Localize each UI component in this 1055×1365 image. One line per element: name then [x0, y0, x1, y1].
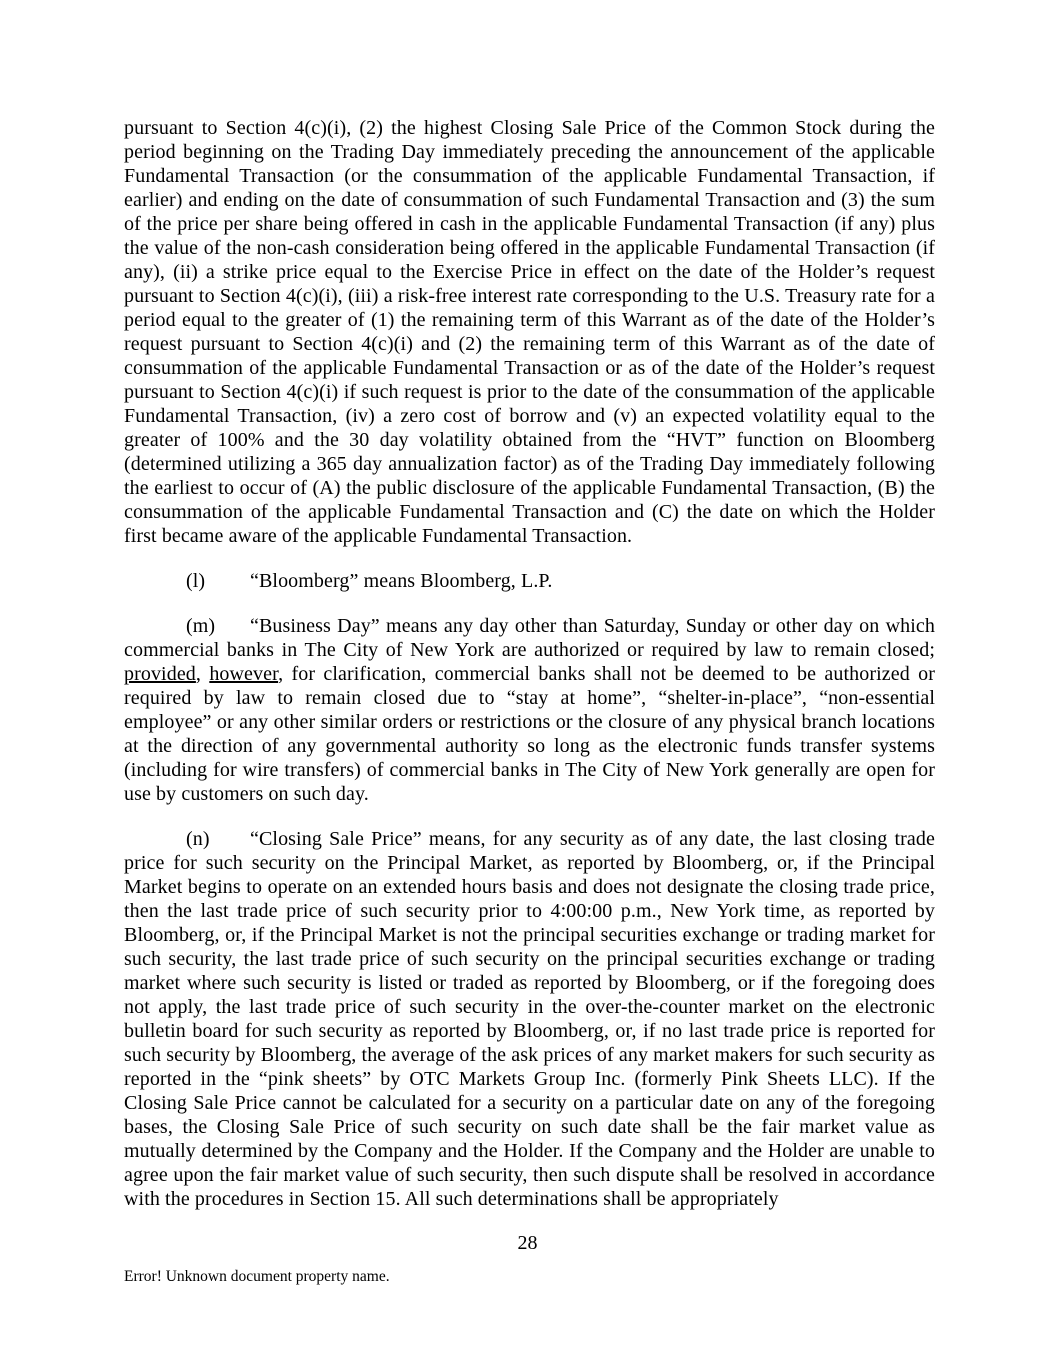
- underlined-however: however: [209, 663, 279, 685]
- underlined-provided: provided: [124, 663, 196, 685]
- definition-label-l: (l): [186, 570, 206, 592]
- page-number: 28: [517, 1232, 538, 1254]
- definition-bloomberg: [124, 569, 935, 593]
- definition-body-m-part2: , for clarification, commercial banks shall not be deemed to be authorized or required by law to remain closed due to “stay at home”, “shelter-in-place”, “non-essential employee” or any other similar orders or restrictions or the closure of any physical branch locations at the direction of any governmental authority so long as the electronic funds transfer systems (including for wire transfers) of commercial banks in The City of New York generally are open for use by customers on such day.: [124, 663, 935, 805]
- defined-term-business-day: “Business Day”: [250, 615, 380, 637]
- definition-body-m-separator: ,: [195, 663, 210, 685]
- definition-body-m-part1: means any day other than Saturday, Sunday or other day on which commercial banks in The City of New York are authorized or required by law to remain closed;: [124, 615, 935, 661]
- definition-closing-sale-price: [124, 827, 935, 1211]
- definition-label-m: (m): [186, 615, 216, 637]
- definition-body-l: means Bloomberg, L.P.: [358, 570, 553, 592]
- definition-body-n: means, for any security as of any date, the last closing trade price for such security on the Principal Market, as reported by Bloomberg, or, if the Principal Market begins to operate on an extended hours basis and does not designate the closing trade price, then the last trade price of such security prior to 4:00:00 p.m., New York time, as reported by Bloomberg, or, if the Principal Market is not the principal securities exchange or trading market for such security, the last trade price of such security on the principal securities exchange or trading market where such security is listed or traded as reported by Bloomberg, or if the foregoing does not apply, the last trade price of such security in the over-the-counter market on the electronic bulletin board for such security as reported by Bloomberg, or, if no last trade price is reported for such security by Bloomberg, the average of the ask prices of any market makers for such security as reported in the “pink sheets” by OTC Markets Group Inc. (formerly Pink Sheets LLC). If the Closing Sale Price cannot be calculated for a security on a particular date on any of the foregoing bases, the Closing Sale Price of such security on such date shall be the fair market value as mutually determined by the Company and the Holder. If the Company and the Holder are unable to agree upon the fair market value of such security, then such dispute shall be resolved in accordance with the procedures in Section 15. All such determinations shall be appropriately: [124, 828, 935, 1210]
- footer-error-note: Error! Unknown document property name.: [124, 1268, 390, 1285]
- text-column: [124, 116, 935, 1232]
- defined-term-bloomberg: “Bloomberg”: [250, 570, 359, 592]
- defined-term-closing-sale-price: “Closing Sale Price”: [250, 828, 422, 850]
- definition-label-n: (n): [186, 828, 210, 850]
- definition-business-day: [124, 614, 935, 806]
- paragraph-continuation: pursuant to Section 4(c)(i), (2) the highest Closing Sale Price of the Common Stock during the period beginning on the Trading Day immediately preceding the announcement of the applicable Fundamental Transaction (or the consummation of the applicable Fundamental Transaction, if earlier) and ending on the date of consummation of such Fundamental Transaction and (3) the sum of the price per share being offered in cash in the applicable Fundamental Transaction (if any) plus the value of the non-cash consideration being offered in the applicable Fundamental Transaction (if any), (ii) a strike price equal to the Exercise Price in effect on the date of the Holder’s request pursuant to Section 4(c)(i), (iii) a risk-free interest rate corresponding to the U.S. Treasury rate for a period equal to the greater of (1) the remaining term of this Warrant as of the date of the Holder’s request pursuant to Section 4(c)(i) and (2) the remaining term of this Warrant as of the date of consummation of the applicable Fundamental Transaction or as of the date of the Holder’s request pursuant to Section 4(c)(i) if such request is prior to the date of the consummation of the applicable Fundamental Transaction, (iv) a zero cost of borrow and (v) an expected volatility equal to the greater of 100% and the 30 day volatility obtained from the “HVT” function on Bloomberg (determined utilizing a 365 day annualization factor) as of the Trading Day immediately following the earliest to occur of (A) the public disclosure of the applicable Fundamental Transaction, (B) the consummation of the applicable Fundamental Transaction and (C) the date on which the Holder first became aware of the applicable Fundamental Transaction.: [124, 117, 935, 547]
